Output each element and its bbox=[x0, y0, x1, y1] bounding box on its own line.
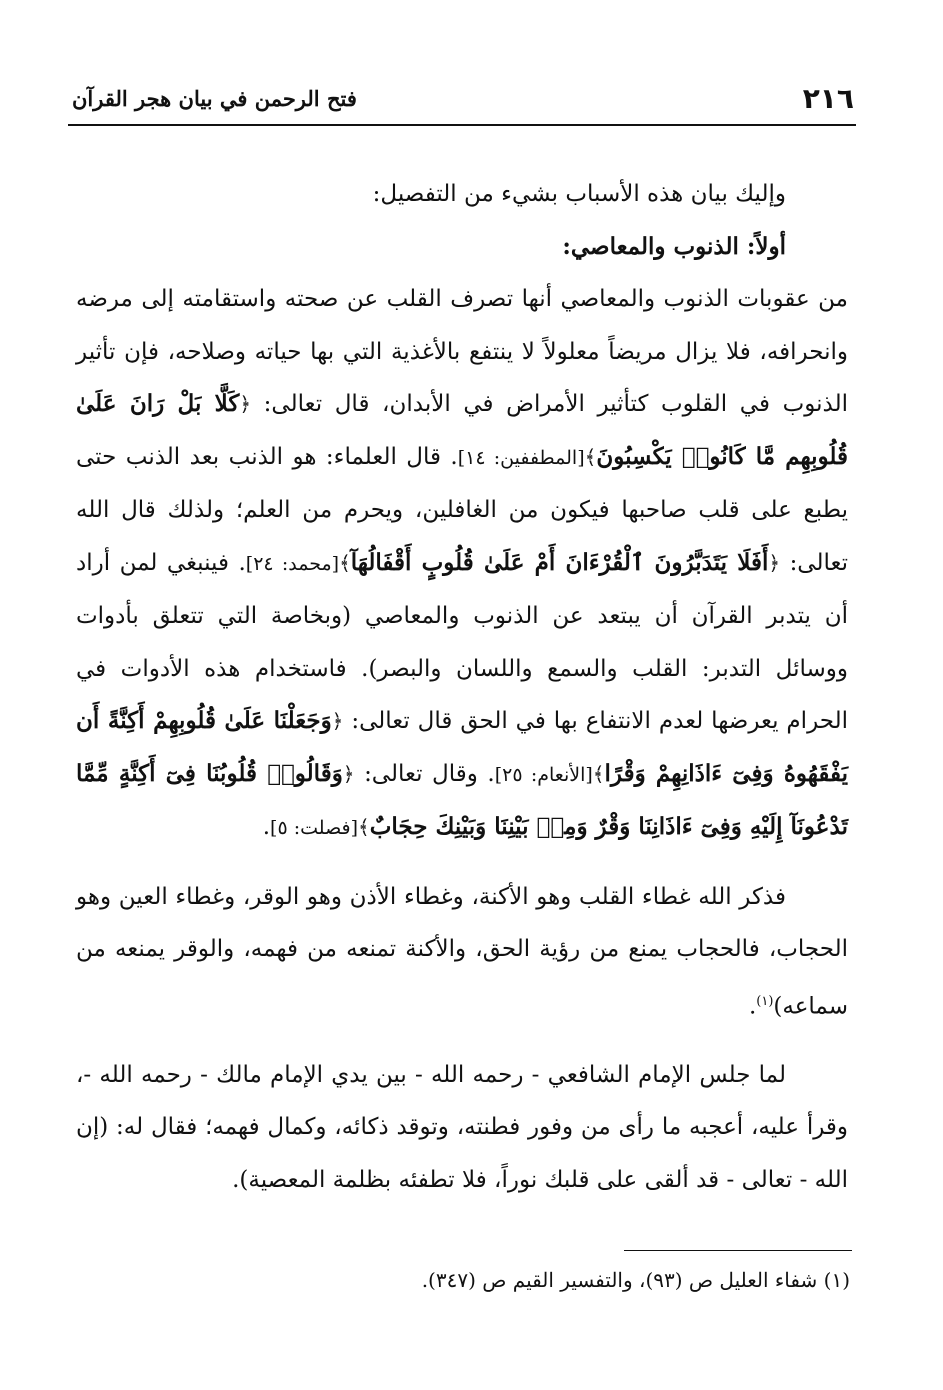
verse-close-bracket-icon: ﴾ bbox=[592, 761, 605, 786]
paragraph-shafii: لما جلس الإمام الشافعي - رحمه الله - بين يدي الإمام مالك - رحمه الله -، وقرأ عليه، أعجبه ما رأى من وفور فطنته، وتوقد ذكائه، وكمال فهمه؛ فقال له: (إن الله - تعالى - قد ألقى على قلبك نوراً، فلا تطفئه بظلمة المعصية). bbox=[76, 1061, 848, 1193]
verse-reference: [المطففين: ١٤] bbox=[457, 446, 585, 469]
quran-verse: وَجَعَلْنَا عَلَىٰ قُلُوبِهِمْ أَكِنَّةً أَن يَفْقَهُوهُ وَفِىٓ ءَاذَانِهِمْ وَقْرًا bbox=[76, 707, 849, 787]
page-header bbox=[72, 78, 854, 118]
verse-open-bracket-icon: ﴿ bbox=[342, 761, 355, 786]
paragraph-text: . bbox=[748, 993, 757, 1020]
footnote: (١) شفاء العليل ص (٩٣)، والتفسير القيم ص (٣٤٧). bbox=[421, 1268, 850, 1292]
intro-paragraph: وإليك بيان هذه الأسباب بشيء من التفصيل: bbox=[372, 181, 786, 207]
verse-close-bracket-icon: ﴾ bbox=[358, 815, 370, 839]
running-title: فتح الرحمن في بيان هجر القرآن bbox=[72, 86, 357, 111]
paragraph-coverings bbox=[76, 871, 848, 1033]
paragraph-gap bbox=[76, 855, 848, 871]
verse-open-bracket-icon: ﴿ bbox=[331, 709, 344, 733]
verse-reference: [فصلت: ٥] bbox=[270, 817, 359, 839]
paragraph-text: . bbox=[262, 814, 271, 840]
page-body bbox=[76, 168, 848, 1206]
verse-reference: [الأنعام: ٢٥] bbox=[494, 763, 593, 786]
footnote-marker[interactable]: (١) bbox=[756, 993, 774, 1009]
paragraph-text: فذكر الله غطاء القلب وهو الأكنة، وغطاء الأذن وهو الوقر، وغطاء العين وهو الحجاب، فالحجاب يمنع من رؤية الحق، والأكنة تمنعه من فهمه، والوقر يمنعه من سماعه) bbox=[76, 883, 848, 1020]
section-heading: أولاً: الذنوب والمعاصي: bbox=[562, 232, 786, 260]
verse-open-bracket-icon: ﴿ bbox=[239, 392, 252, 416]
page-number: ٢١٦ bbox=[802, 82, 854, 115]
quran-verse: أَفَلَا يَتَدَبَّرُونَ ٱلْقُرْءَانَ أَمْ عَلَىٰ قُلُوبٍ أَقْفَالُهَآ bbox=[350, 548, 769, 576]
verse-open-bracket-icon: ﴿ bbox=[768, 550, 781, 575]
paragraph-text: . وقال تعالى: bbox=[364, 760, 495, 787]
paragraph-gap bbox=[76, 1033, 848, 1049]
paragraph-text: . قال العلماء: هو الذنب بعد الذنب حتى يطبع على قلب صاحبها فيكون من الغافلين، ويحرم من العلم؛ ولذلك قال الله تعالى: bbox=[76, 443, 848, 576]
quran-verse: كَلَّا بَلْ رَانَ عَلَىٰ قُلُوبِهِم مَّا كَانُوا۟ يَكْسِبُونَ bbox=[76, 390, 848, 470]
paragraph-text: . فينبغي لمن أراد أن يتدبر القرآن أن يبتعد عن الذنوب والمعاصي (وبخاصة التي تتعلق بأدوات ووسائل التدبر: القلب والسمع واللسان والبصر). فاستخدام هذه الأدوات في الحرام يعرضها لعدم الانتفاع بها في الحق قال تعالى: bbox=[76, 549, 849, 734]
paragraph-sins bbox=[76, 273, 848, 855]
verse-close-bracket-icon: ﴾ bbox=[339, 550, 351, 575]
footnote-rule bbox=[624, 1250, 852, 1251]
paragraph-text: من عقوبات الذنوب والمعاصي أنها تصرف القلب عن صحته واستقامته إلى مرضه وانحرافه، فلا يزال مريضاً معلولاً لا ينتفع بالأغذية التي بها حياته وصلاحه، فإن تأثير الذنوب في القلوب كتأثير الأمراض في الأبدان، قال تعالى: bbox=[76, 286, 848, 417]
header-rule bbox=[68, 124, 856, 126]
verse-close-bracket-icon: ﴾ bbox=[584, 444, 597, 469]
quran-verse: وَقَالُوا۟ قُلُوبُنَا فِىٓ أَكِنَّةٍ مِّمَّا تَدْعُونَآ إِلَيْهِ وَفِىٓ ءَاذَانِنَا وَقْرٌ وَمِنۢ بَيْنِنَا وَبَيْنِكَ حِجَابٌ bbox=[76, 759, 848, 840]
verse-reference: [محمد: ٢٤] bbox=[245, 552, 340, 575]
